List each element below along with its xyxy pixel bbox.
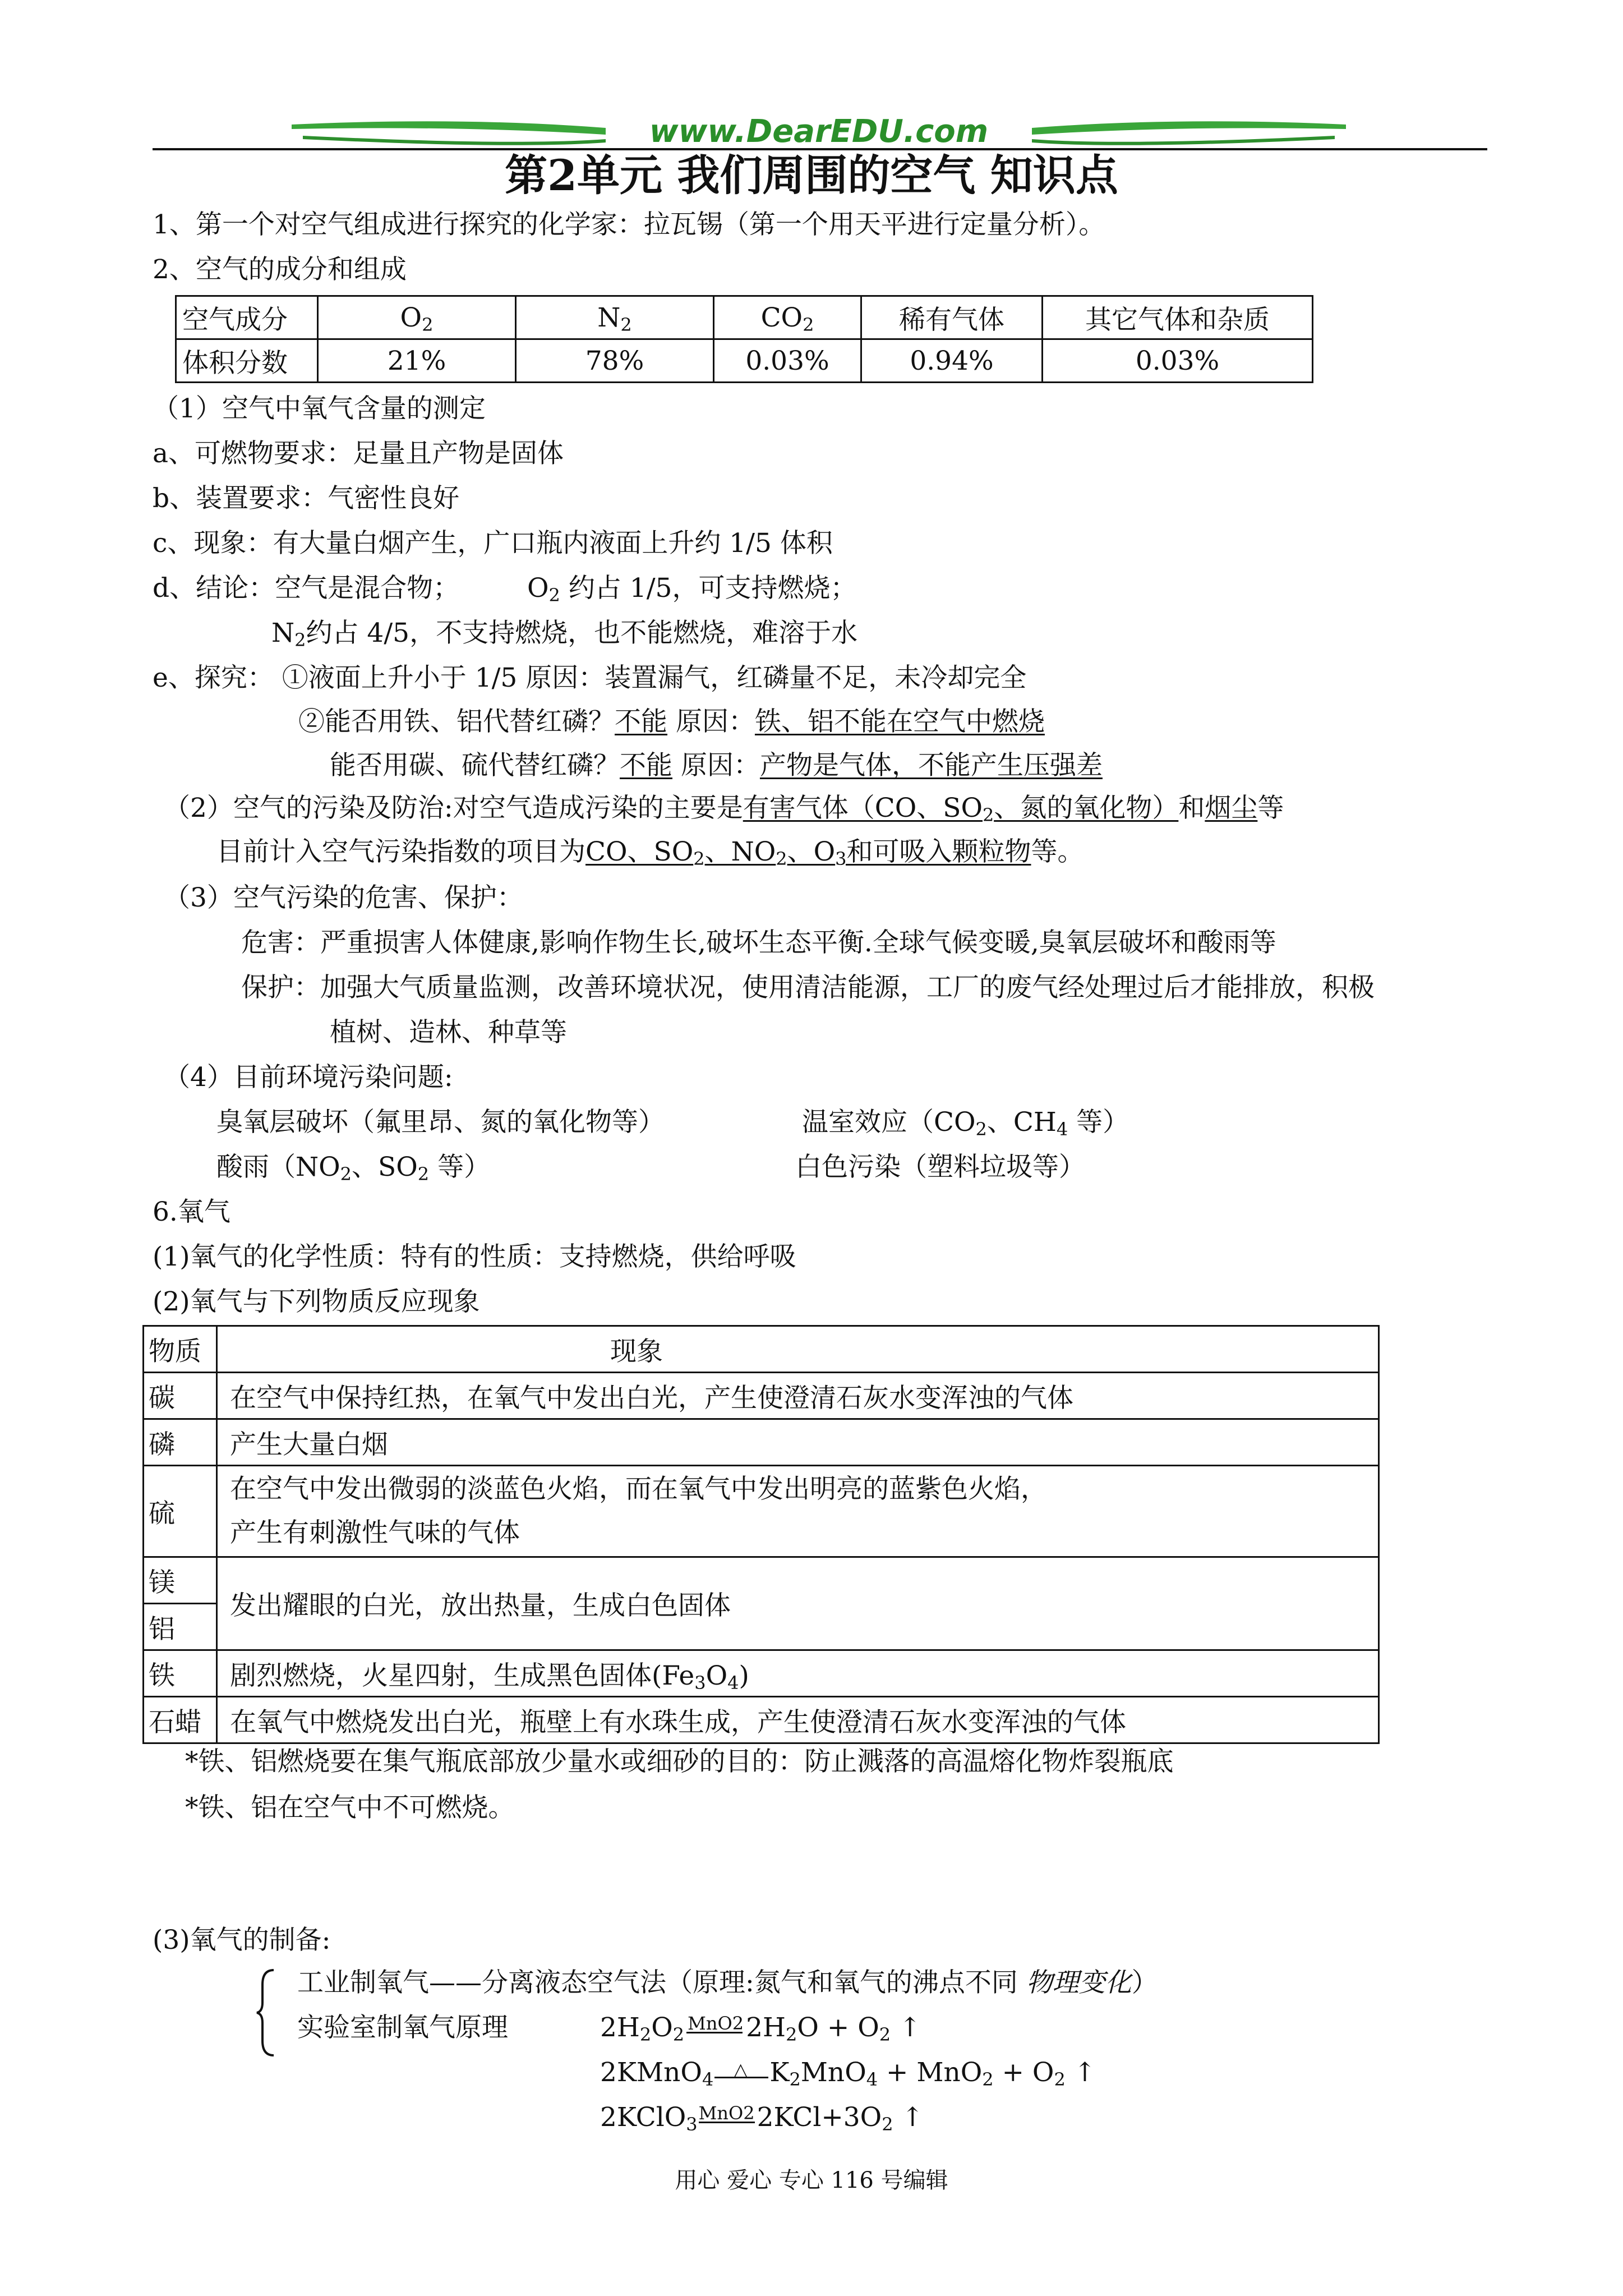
reaction-line	[699, 2122, 755, 2123]
s1-e2: ②能否用铁、铝代替红磷？不能 原因：铁、铝不能在空气中燃烧	[298, 706, 1045, 737]
table-row	[144, 1326, 1379, 1373]
oxygen-reaction-table	[142, 1325, 1380, 1744]
s6-heading: 6.氧气	[153, 1197, 230, 1227]
para-1: 1、第一个对空气组成进行探究的化学家：拉瓦锡（第一个用天平进行定量分析）。	[153, 209, 1105, 240]
s3-protect1: 保护：加强大气质量监测，改善环境状况，使用清洁能源，工厂的废气经处理过后才能排放，积极	[241, 972, 1375, 1003]
table-cell: 铁	[144, 1650, 217, 1697]
s4-white: 白色污染（塑料垃圾等）	[795, 1152, 1085, 1182]
note-1: *铁、铝燃烧要在集气瓶底部放少量水或细砂的目的：防止溅落的高温熔化物炸裂瓶底	[185, 1746, 1174, 1777]
table-cell: $CO_2$	[714, 296, 861, 339]
table-cell: 其它气体和杂质	[1043, 296, 1313, 339]
table-cell: $N_2$	[516, 296, 714, 339]
table-cell: 在氧气中燃烧发出白光，瓶壁上有水珠生成，产生使澄清石灰水变浑浊的气体	[217, 1697, 1379, 1743]
s3-heading: （3）空气污染的危害、保护：	[164, 882, 523, 913]
air-composition-table	[175, 295, 1313, 383]
catalyst-label: MnO2	[698, 2102, 755, 2124]
table-cell: 磷	[144, 1419, 217, 1466]
table-cell: 发出耀眼的白光，放出热量，生成白色固体	[217, 1557, 1379, 1650]
table-cell: $O_2$	[318, 296, 516, 339]
table-cell: 空气成分	[176, 296, 318, 339]
table-row	[144, 1697, 1379, 1743]
table-cell: 铝	[144, 1604, 217, 1650]
s3-protect2: 植树、造林、种草等	[330, 1017, 567, 1048]
table-cell: 物质	[144, 1326, 217, 1373]
table-cell: 0.03%	[714, 339, 861, 383]
s1-heading: （1）空气中氧气含量的测定	[153, 393, 486, 424]
s3-harm: 危害：严重损害人体健康,影响作物生长,破坏生态平衡.全球气候变暖,臭氧层破坏和酸雨等	[241, 927, 1276, 958]
table-cell: 稀有气体	[861, 296, 1043, 339]
para-2: 2、空气的成分和组成	[153, 254, 407, 285]
s6-chem: (1)氧气的化学性质：特有的性质：支持燃烧，供给呼吸	[153, 1241, 796, 1272]
s4-acid: 酸雨（$NO_2$、$SO_2$ 等）	[216, 1152, 491, 1185]
reaction-line	[686, 2032, 743, 2033]
prep-lab: 实验室制氧气原理	[297, 2012, 508, 2043]
s4-heading: （4）目前环境污染问题:	[164, 1062, 453, 1093]
table-row	[144, 1373, 1379, 1419]
brace-icon	[255, 1968, 277, 2060]
page-footer: 用心 爱心 专心 116 号编辑	[675, 2168, 948, 2193]
table-cell: 体积分数	[176, 339, 318, 383]
prep-heading: (3)氧气的制备:	[153, 1925, 331, 1955]
s6-react: (2)氧气与下列物质反应现象	[153, 1286, 480, 1317]
table-cell	[217, 1466, 1379, 1557]
equation-1: $2H_2O_2$ MnO2 $2H_2O + O_2$ ↑	[600, 2012, 921, 2045]
table-row	[176, 339, 1313, 383]
equation-3: 2KClO$_3$ MnO2 $2KCl+3O_2$ ↑	[600, 2102, 924, 2135]
s1-c: c、现象：有大量白烟产生，广口瓶内液面上升约 1/5 体积	[153, 528, 833, 559]
table-cell-line: 产生有刺激性气味的气体	[230, 1517, 520, 1548]
table-cell: 0.03%	[1043, 339, 1313, 383]
table-cell: 78%	[516, 339, 714, 383]
s4-greenhouse: 温室效应（$CO_2$、$CH_4$ 等）	[802, 1107, 1129, 1140]
s1-d2: $N_2$约占 4/5，不支持燃烧，也不能燃烧，难溶于水	[271, 618, 858, 651]
table-cell: 现象	[217, 1326, 1379, 1373]
table-cell: 21%	[318, 339, 516, 383]
table-row	[144, 1466, 1379, 1557]
table-cell: 碳	[144, 1373, 217, 1419]
s1-a: a、可燃物要求：足量且产物是固体	[153, 438, 564, 469]
prep-industrial: 工业制氧气——分离液态空气法（原理:氮气和氧气的沸点不同 物理变化）	[297, 1967, 1158, 1998]
s1-b: b、装置要求：气密性良好	[153, 483, 460, 514]
note-2: *铁、铝在空气中不可燃烧。	[185, 1792, 515, 1823]
table-row	[144, 1419, 1379, 1466]
catalyst-label: MnO2	[688, 2013, 744, 2034]
page-title: 第2单元 我们周围的空气 知识点	[505, 150, 1118, 200]
gas-arrow-icon: ↑	[901, 2102, 924, 2133]
s1-e3: 能否用碳、硫代替红磷？不能 原因：产物是气体，不能产生压强差	[330, 750, 1103, 781]
table-cell: 硫	[144, 1466, 217, 1557]
reaction-line	[714, 2077, 768, 2078]
s1-d1: d、结论：空气是混合物；	[153, 573, 460, 604]
table-cell: 在空气中保持红热，在氧气中发出白光，产生使澄清石灰水变浑浊的气体	[217, 1373, 1379, 1419]
table-row	[144, 1650, 1379, 1697]
table-cell: 产生大量白烟	[217, 1419, 1379, 1466]
table-cell: 剧烈燃烧，火星四射，生成黑色固体$(Fe_3O_4)$	[217, 1650, 1379, 1697]
table-row	[144, 1557, 1379, 1604]
table-cell-line: 在空气中发出微弱的淡蓝色火焰，而在氧气中发出明亮的蓝紫色火焰，	[230, 1474, 1047, 1504]
equation-2: 2KMnO$_4$ △ $K_2MnO_4 + MnO_2 + O_2$ ↑	[600, 2057, 1096, 2090]
s2-line1: （2）空气的污染及防治:对空气造成污染的主要是有害气体（CO、$SO_2$、氮的氧化物）和烟尘等	[164, 793, 1284, 826]
s2-line2: 目前计入空气污染指数的项目为CO、$SO_2$、$NO_2$、$O_3$和可吸入颗粒物等。	[216, 836, 1084, 869]
gas-arrow-icon: ↑	[899, 2012, 921, 2043]
table-cell: 镁	[144, 1557, 217, 1604]
site-logo: www.DearEDU.com	[649, 113, 989, 150]
s1-e1: e、探究： ①液面上升小于 1/5 原因：装置漏气，红磷量不足，未冷却完全	[153, 662, 1027, 693]
table-row	[176, 296, 1313, 339]
s4-ozone: 臭氧层破坏（氟里昂、氮的氧化物等）	[216, 1107, 665, 1138]
table-cell: 石蜡	[144, 1697, 217, 1743]
heat-icon: △	[734, 2059, 748, 2080]
gas-arrow-icon: ↑	[1073, 2057, 1096, 2088]
header-banner	[292, 112, 1346, 151]
table-cell: 0.94%	[861, 339, 1043, 383]
s1-d1b: $O_2$ 约占 1/5，可支持燃烧；	[527, 573, 857, 606]
